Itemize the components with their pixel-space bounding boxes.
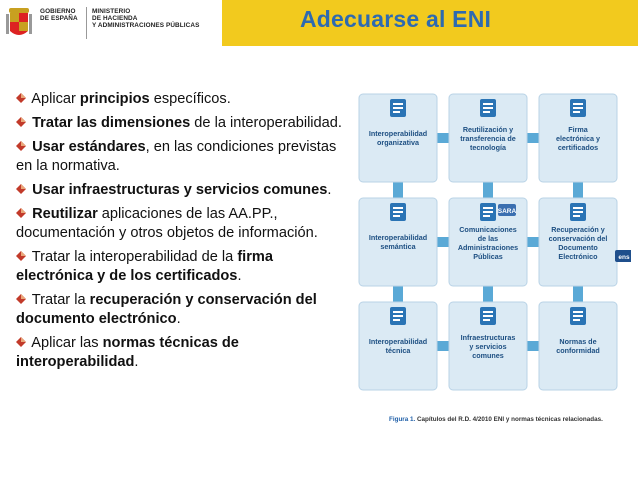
document-signature-icon xyxy=(570,99,586,117)
organization-chart-icon xyxy=(390,99,406,117)
diagram-box-label: Interoperabilidad técnica xyxy=(368,337,428,355)
diamond-bullet-icon xyxy=(16,337,26,347)
bullet-text: Tratar la interoperabilidad de la xyxy=(28,249,238,265)
header-band xyxy=(0,0,638,46)
bullet-emphasis: Reutilizar xyxy=(32,206,98,222)
bullet-emphasis: Usar estándares xyxy=(32,139,146,155)
bullet-item xyxy=(16,248,346,286)
bullet-text: . xyxy=(134,354,139,370)
government-logo-block xyxy=(0,0,222,46)
diagram-box-label: Recuperación y conservación del Documento Electrónico xyxy=(548,225,608,261)
transfer-icon xyxy=(480,99,496,117)
bullet-text: Aplicar las xyxy=(28,335,103,351)
bullet-emphasis: Usar infraestructuras y servicios comunes xyxy=(32,182,328,198)
diagram-box-label: Reutilización y transferencia de tecnología xyxy=(460,125,516,152)
bullet-text: Aplicar xyxy=(28,91,80,107)
diagram-box xyxy=(449,198,527,286)
diagram-box-label: Comunicaciones de las Administraciones Públicas xyxy=(457,225,519,261)
diagram-box xyxy=(449,94,527,182)
bullet-text: específicos. xyxy=(149,91,231,107)
bullet-emphasis: firma electrónica y de los certificados xyxy=(16,249,273,284)
diagram-box xyxy=(449,302,527,390)
diagram-box-label: Interoperabilidad organizativa xyxy=(368,129,428,147)
checklist-icon xyxy=(570,307,586,325)
badge-label: SARA xyxy=(497,208,517,215)
bullet-item xyxy=(16,90,346,109)
coat-of-arms-icon xyxy=(6,6,32,40)
bullet-text: de la interoperabilidad. xyxy=(190,115,342,131)
bullet-text: Tratar la xyxy=(28,292,90,308)
diagram-box xyxy=(539,302,617,390)
diagram-box xyxy=(359,198,437,286)
figure-caption xyxy=(389,416,609,423)
logo-divider xyxy=(86,7,87,39)
government-label: GOBIERNO DE ESPAÑA xyxy=(40,8,78,23)
bullet-item xyxy=(16,138,346,176)
bullet-item xyxy=(16,114,346,133)
diamond-bullet-icon xyxy=(16,141,26,151)
bullet-emphasis: recuperación y conservación del documento electrónico xyxy=(16,292,317,327)
bullet-text: , en las condiciones previstas en la normativa. xyxy=(16,139,337,174)
diagram-box xyxy=(539,198,631,286)
diagram-box xyxy=(359,302,437,390)
bullet-emphasis: Tratar las dimensiones xyxy=(32,115,191,131)
eni-chapters-diagram xyxy=(349,86,631,436)
bullet-list xyxy=(16,90,346,377)
infrastructure-icon xyxy=(480,307,496,325)
diagram-box-label: Infraestructuras y servicios comunes xyxy=(460,333,516,360)
diamond-bullet-icon xyxy=(16,184,26,194)
diamond-bullet-icon xyxy=(16,294,26,304)
ministry-label: MINISTERIO DE HACIENDA Y ADMINISTRACIONES PÚBLICAS xyxy=(92,8,200,30)
bullet-emphasis: principios xyxy=(79,91,150,107)
bullet-text: . xyxy=(176,311,181,327)
bullet-item xyxy=(16,205,346,243)
caption-figure-label: Figura 1. xyxy=(389,416,416,423)
diamond-bullet-icon xyxy=(16,117,26,127)
bullet-text: . xyxy=(237,268,242,284)
bullet-text: aplicaciones de las AA.PP., documentación y otros objetos de información. xyxy=(16,206,318,241)
bullet-item xyxy=(16,181,346,200)
gear-icon xyxy=(390,307,406,325)
bullet-item xyxy=(16,291,346,329)
bullet-emphasis: normas técnicas de interoperabilidad xyxy=(16,335,239,370)
bullet-text: . xyxy=(327,182,332,198)
diamond-bullet-icon xyxy=(16,251,26,261)
slide-title: Adecuarse al ENI xyxy=(300,6,492,32)
caption-text: Capítulos del R.D. 4/2010 ENI y normas técnicas relacionadas. xyxy=(415,416,603,423)
bullet-item xyxy=(16,334,346,372)
badge-label: ens xyxy=(618,254,630,261)
diamond-bullet-icon xyxy=(16,93,26,103)
diagram-box-label: Normas de conformidad xyxy=(556,337,600,355)
diamond-bullet-icon xyxy=(16,208,26,218)
diagram-box-label: Interoperabilidad semántica xyxy=(368,233,428,251)
diagram-box-label: Firma electrónica y certificados xyxy=(556,125,600,152)
diagram-box xyxy=(539,94,617,182)
diagram-box xyxy=(359,94,437,182)
semantic-icon xyxy=(390,203,406,221)
